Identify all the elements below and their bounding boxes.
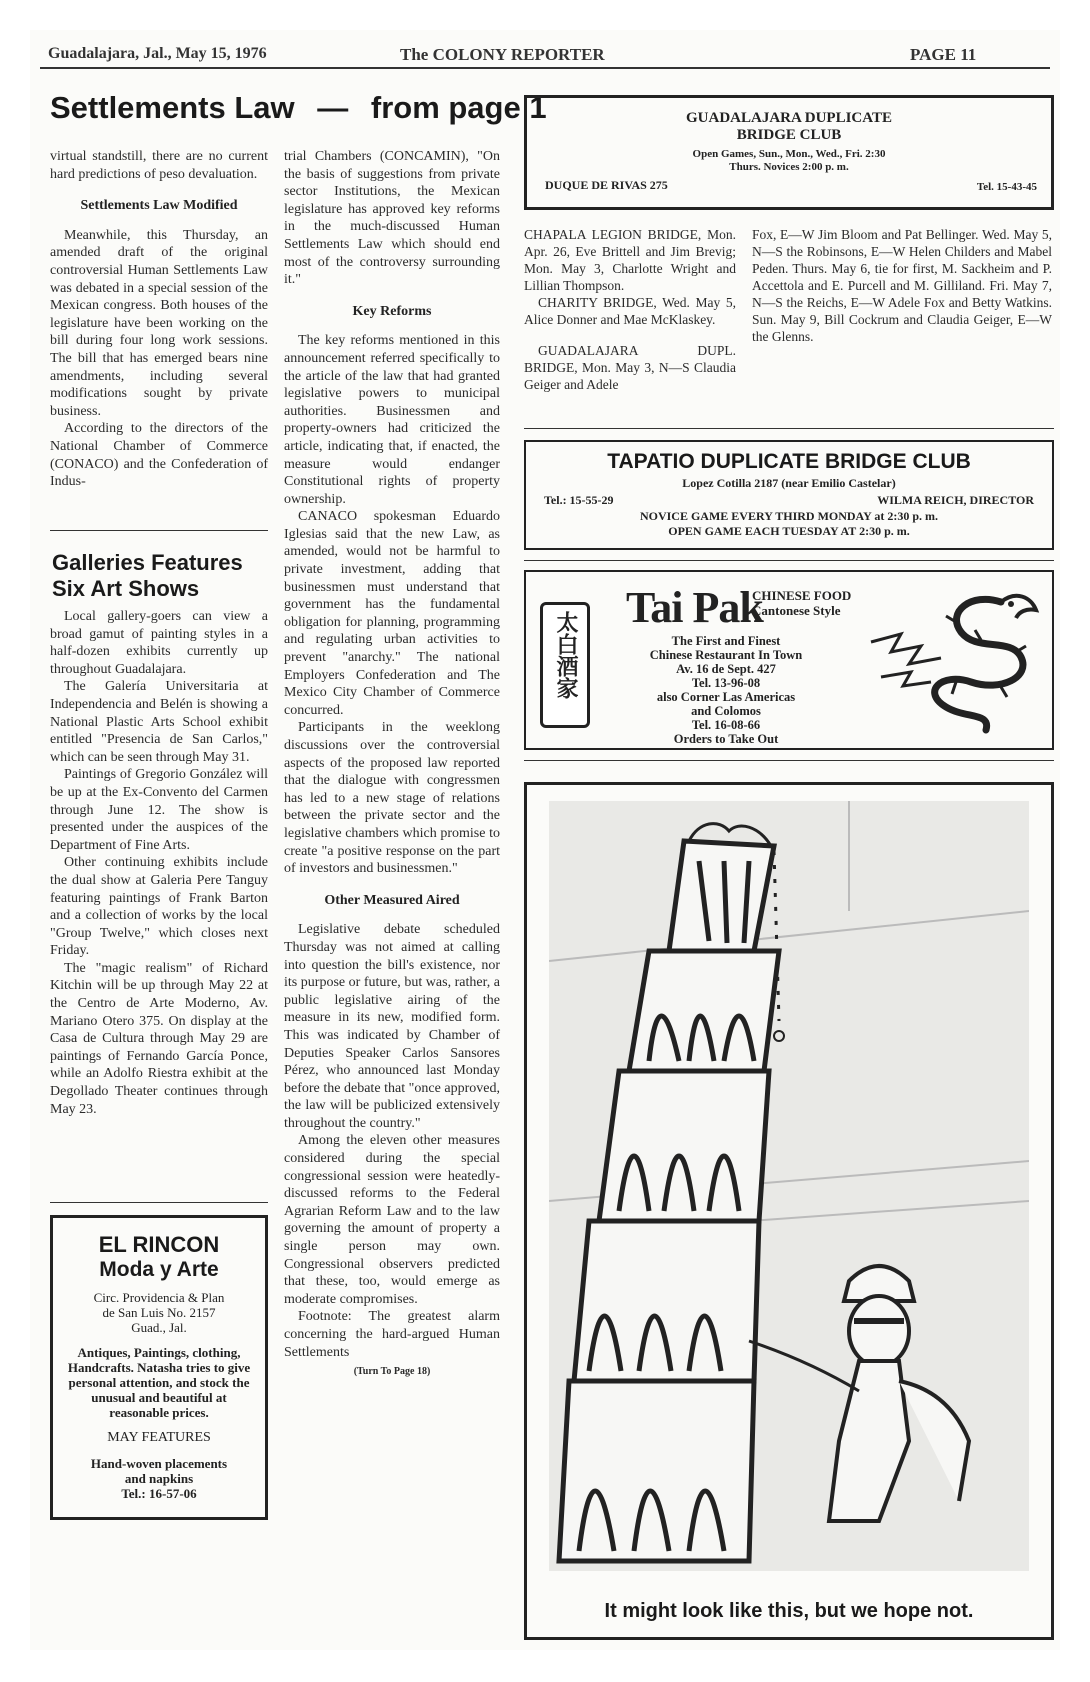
galleries-headline-1: Galleries Features (52, 550, 243, 575)
seal-text: 太白酒家 (553, 611, 578, 699)
settlements-col2 (284, 148, 500, 1381)
rincon-address-2: de San Luis No. 2157 (102, 1305, 216, 1320)
taipak-name: Tai Pak (626, 583, 763, 632)
headline-right: from page 1 (370, 90, 547, 125)
rincon-address-3: Guad., Jal. (131, 1320, 187, 1335)
sub-other: Other Measured Aired (324, 892, 460, 908)
headline-dash: — (317, 90, 349, 125)
gdl-games (527, 148, 1051, 174)
gdl-bridge-club-ad (524, 95, 1054, 210)
taipak-line-7: Tel. 16-08-66 (691, 718, 761, 732)
col1-body: Meanwhile, this Thursday, an amended draft of the original controversial Human Settlements Law was debated in a special session of the Mexican congress. Both houses of the legislature have been working on the bill during four long work sessions. The bill that has emerged bears nine amendments, including several modifications sought by private business. (50, 227, 268, 419)
col2-p1: trial Chambers (CONCAMIN), "On the basis of suggestions from private sector Institutions, the Mexican legislature has approved key reforms in the much-discussed Human Settlements Law which should end most of the controversy surrounding it." (284, 149, 500, 288)
taipak-line-8: Orders to Take Out (673, 732, 779, 746)
col2-p4: Participants in the weeklong discussions over the controversial aspects of the proposed law reported that the dialogue with congressmen has led to a new stage of relations between the private sector and the legislative chambers which promise to create "a positive response on the part of investors and businessmen." (284, 720, 500, 877)
gdl-title-2: BRIDGE CLUB (736, 127, 842, 143)
leaning-tower-cartoon (549, 801, 1029, 1571)
col2-p3: CANACO spokesman Eduardo Iglesias said that the new Law, as amended, would not be harmful to private investment, adding that businessmen must understand that government has the fundamental obligation for planning, programming and regulating urban activities to prevent "anarchy." The national Employers Confederation and The Mexico City Chamber of Commerce concurred. (284, 509, 500, 718)
headline-left: Settlements Law (50, 90, 295, 125)
col2-p7: Footnote: The greatest alarm concerning the hard-argued Human Settlements (284, 1309, 500, 1360)
gdl-games-1: Open Games, Sun., Mon., Wed., Fri. 2:30 (692, 148, 886, 160)
tapatio-title: TAPATIO DUPLICATE BRIDGE CLUB (607, 450, 971, 473)
bridge-results-b: Fox, E—W Jim Bloom and Pat Bellinger. Wed. May 5, N—S the Robinsons, E—W Helen Childers and Mabel Peden. Thurs. May 6, tie for first, M. Sackheim and P. Accettola and E. Purcell and M. Gilliland. Fri. May 7, N—S the Reichs, E—W Adele Fox and Betty Watkins. Sun. May 9, Bill Cockrum and Claudia Geiger, E—W the Glenns. (752, 227, 1052, 344)
galleries-rule (50, 1202, 268, 1203)
taipak-rule (524, 760, 1054, 761)
galleries-headline (52, 550, 243, 602)
cartoon-caption: It might look like this, but we hope not. (604, 1600, 974, 1622)
rincon-title-2: Moda y Arte (99, 1258, 219, 1281)
settlements-headline (50, 90, 547, 126)
galleries-p2: The Galería Universitaria at Independencia and Belén is showing a National Plastic Arts School exhibit entitled "Presencia de San Carlos," which can be seen through May 31. (50, 679, 268, 765)
bridge-a2: CHARITY BRIDGE, Wed. May 5, Alice Donner and Mae McKlaskey. (524, 295, 736, 327)
galleries-p4: Other continuing exhibits include the dual show at Galeria Pere Tanguy featuring paintings of Frank Barton and a collection of works by the local "Group Twelve," which closes next Friday. (50, 855, 268, 959)
tapatio-open: OPEN GAME EACH TUESDAY AT 2:30 p. m. (668, 524, 910, 538)
tapatio-address: Lopez Cotilla 2187 (near Emilio Castelar) (682, 476, 896, 490)
taipak-line-6: and Colomos (691, 704, 761, 718)
tapatio-director: WILMA REICH, DIRECTOR (877, 493, 1034, 507)
rincon-feat-1: Hand-woven placements (90, 1456, 228, 1471)
taipak-line-4: Tel. 13-96-08 (691, 676, 761, 690)
gdl-tel: Tel. 15-43-45 (976, 181, 1037, 193)
dragon-icon (851, 582, 1051, 742)
col1-rule (50, 530, 268, 531)
taipak-line-2: Chinese Restaurant In Town (649, 648, 803, 662)
jump-line: (Turn To Page 18) (353, 1366, 431, 1378)
taipak-details (606, 634, 846, 746)
gdl-address: DUQUE DE RIVAS 275 (545, 178, 668, 192)
col2-p5: Legislative debate scheduled Thursday was not aimed at calling into question the bill's existence, nor its purpose or future, but was, rather, a public legislative airing of the measure in its new, modified form. This was indicated by Chamber of Deputies Speaker Carlos Sansores Pérez, who announced last Monday before the debate that "once approved, the law will be publicized extensively throughout the country." (284, 922, 500, 1131)
rincon-tel: Tel.: 16-57-06 (121, 1486, 197, 1501)
rincon-address (53, 1290, 265, 1335)
sub-key: Key Reforms (352, 303, 432, 319)
galleries-headline-2: Six Art Shows (52, 576, 200, 601)
col1-body2: According to the directors of the National Chamber of Commerce (CONACO) and the Confederation of Indus- (50, 421, 268, 490)
newspaper-page (30, 30, 1060, 1650)
tapatio-tel: Tel.: 15-55-29 (544, 493, 614, 507)
rincon-address-1: Circ. Providencia & Plan (93, 1290, 225, 1305)
gdl-games-2: Thurs. Novices 2:00 p. m. (729, 161, 849, 173)
rincon-features (53, 1456, 265, 1501)
galleries-p1: Local gallery-goers can view a broad gamut of painting styles in a half-dozen exhibits currently up throughout Guadalajara. (50, 609, 268, 677)
galleries-p3: Paintings of Gregorio González will be up at the Ex-Convento del Carmen through June 12. The show is presented under the auspices of the Department of Fine Arts. (50, 767, 268, 853)
galleries-p5: The "magic realism" of Richard Kitchin will be up through May 22 at the Centro de Arte Moderno, Av. Mariano Otero 375. On display at the Casa de Cultura through May 29 are paintings of Fernando García Ponce, while an Adolfo Riestra exhibit at the Degollado Theater continues through May 23. (50, 960, 268, 1117)
rincon-title-1: EL RINCON (98, 1232, 220, 1257)
sub-modified: Settlements Law Modified (80, 198, 238, 214)
header-rule (40, 67, 1050, 69)
col2-p6: Among the eleven other measures considered during the special congressional session were heatedly-discussed reforms to the Federal Agrarian Reform Law and to the law governing the amount of property a single person may own. Congressional observers predicted that these, too, would emerge as moderate compromises. (284, 1133, 500, 1307)
bridge-a1: CHAPALA LEGION BRIDGE, Mon. Apr. 26, Eve Brittell and Jim Brevig; Mon. May 3, Charlotte Wright and Lillian Thompson. (524, 227, 736, 293)
dateline: Guadalajara, Jal., May 15, 1976 (48, 45, 267, 62)
taipak-line-3: Av. 16 de Sept. 427 (676, 662, 776, 676)
page-number: PAGE 11 (910, 45, 977, 64)
bridge-results-a (524, 226, 736, 393)
taipak-food-2: Cantonese Style (752, 603, 841, 618)
gdl-title-1: GUADALAJARA DUPLICATE (686, 110, 892, 126)
galleries-body (50, 608, 268, 1118)
rincon-desc: Antiques, Paintings, clothing, Handcrafts. Natasha tries to give personal attention, and stock the unusual and beautiful at reasonable prices. (67, 1345, 251, 1420)
col2-p2: The key reforms mentioned in this announcement referred specifically to the article of the law that had granted legislative powers to municipal authorities. Businessmen and property-owners had criticized the article, indicating that, if enacted, the measure would endanger Constitutional rights of property ownership. (284, 333, 500, 507)
tapatio-tel-row (526, 491, 1052, 507)
tapatio-rule (524, 560, 1054, 561)
bridge-rule (524, 428, 1054, 429)
taipak-food-1: CHINESE FOOD (752, 588, 852, 603)
tapatio-games (526, 509, 1052, 539)
taipak-ad (524, 570, 1054, 750)
rincon-ad (50, 1215, 268, 1520)
gdl-title (527, 110, 1051, 144)
tapatio-ad (524, 440, 1054, 550)
taipak-line-5: also Corner Las Americas (656, 690, 796, 704)
rincon-feat-2: and napkins (124, 1471, 194, 1486)
chinese-seal-icon (540, 602, 590, 728)
paper-name: The COLONY REPORTER (400, 45, 605, 64)
taipak-food (752, 588, 851, 618)
bridge-a3: GUADALAJARA DUPL. BRIDGE, Mon. May 3, N—S Claudia Geiger and Adele (524, 343, 736, 392)
col1-intro: virtual standstill, there are no current hard predictions of peso devaluation. (50, 149, 268, 182)
tapatio-novice: NOVICE GAME EVERY THIRD MONDAY at 2:30 p. m. (639, 509, 939, 523)
cartoon-box (524, 782, 1054, 1640)
rincon-may: MAY FEATURES (107, 1430, 211, 1445)
settlements-col1 (50, 148, 268, 491)
taipak-line-1: The First and Finest (671, 634, 781, 648)
